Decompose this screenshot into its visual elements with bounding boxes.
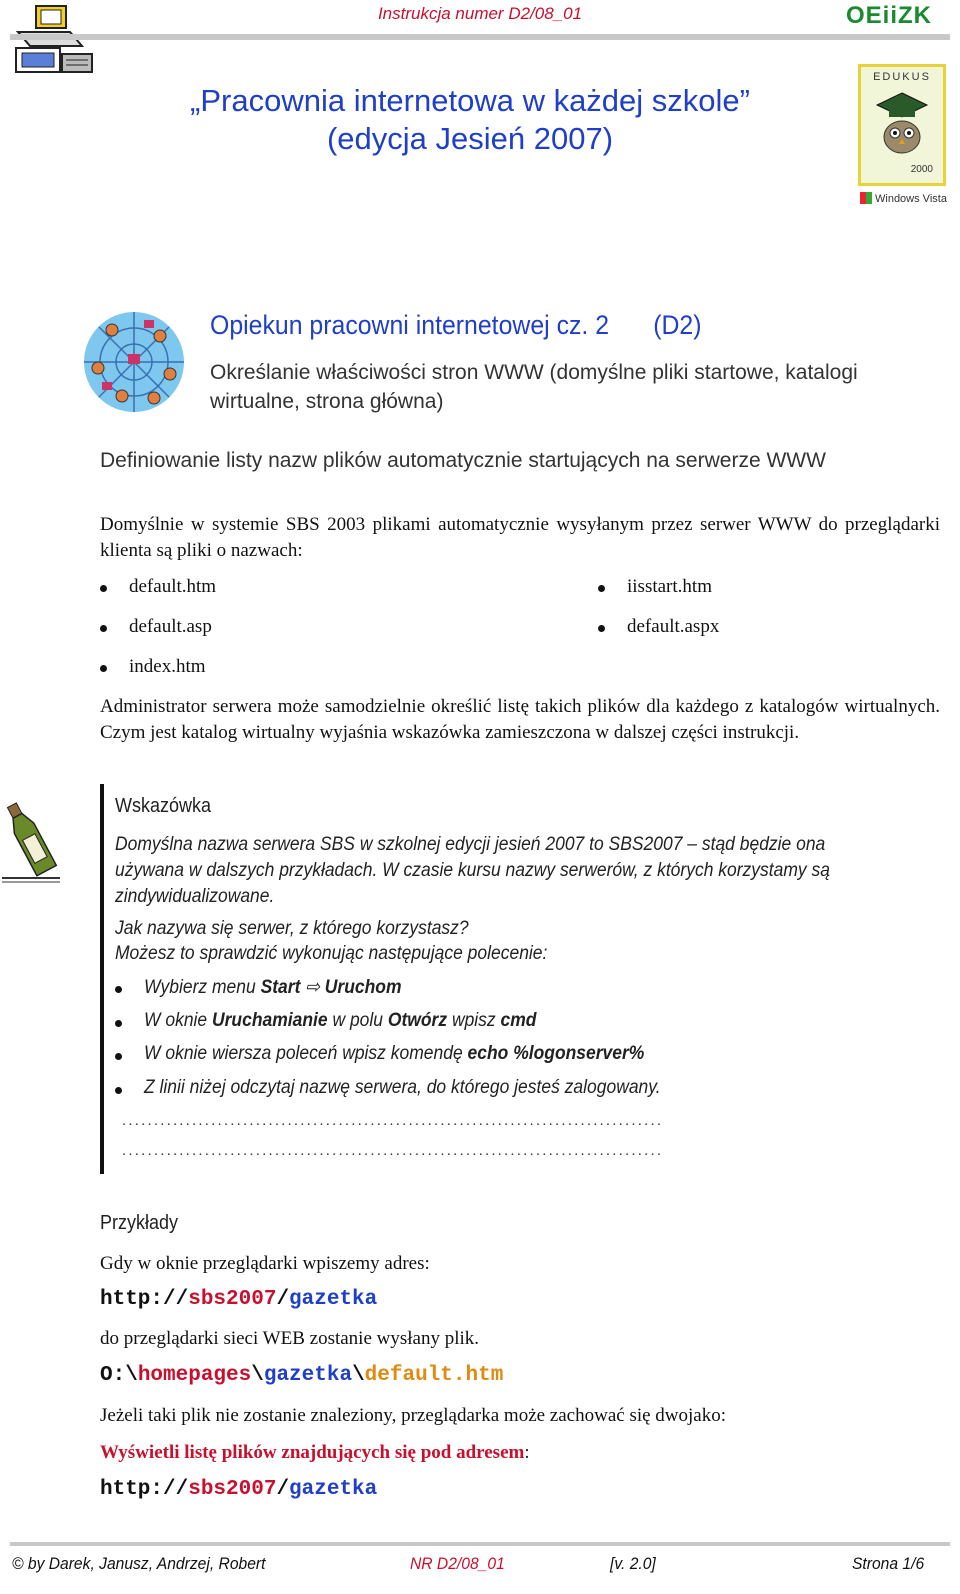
footer-rule bbox=[10, 1542, 950, 1546]
examples-paragraph: do przeglądarki sieci WEB zostanie wysłany plik. bbox=[100, 1328, 480, 1349]
tip-question: Jak nazywa się serwer, z którego korzystasz? bbox=[115, 918, 469, 939]
heading-default-files: Definiowanie listy nazw plików automatycznie startujących na serwerze WWW bbox=[100, 449, 826, 472]
edukus-badge-text: EDUKUS bbox=[873, 71, 931, 83]
bullet-icon bbox=[100, 585, 107, 592]
examples-paragraph: Gdy w oknie przeglądarki wpiszemy adres: bbox=[100, 1253, 430, 1274]
section-title-text: Opiekun pracowni internetowej cz. 2 bbox=[210, 310, 610, 340]
tip-paragraph: Domyślna nazwa serwera SBS w szkolnej edycji jesień 2007 to SBS2007 – stąd będzie ona używana w dalszych przykładach. W czasie kursu nazwy serwerów, z których korzystamy są zindywidualizowane. bbox=[115, 834, 830, 907]
bullet-icon bbox=[115, 1053, 122, 1060]
tip-check: Możesz to sprawdzić wykonując następujące polecenie: bbox=[115, 943, 548, 964]
footer-version: [v. 2.0] bbox=[610, 1554, 656, 1573]
tip-heading: Wskazówka bbox=[115, 795, 212, 817]
main-title bbox=[140, 82, 800, 158]
answer-line: ..................................................................................... bbox=[122, 1142, 664, 1159]
edukus-badge-year: 2000 bbox=[910, 164, 933, 175]
examples-heading: Przykłady bbox=[100, 1212, 179, 1234]
bullet-icon bbox=[100, 665, 107, 672]
examples-paragraph: Jeżeli taki plik nie zostanie znaleziony, przeglądarka może zachować się dwojako: bbox=[100, 1405, 727, 1426]
intro-paragraph: Domyślnie w systemie SBS 2003 plikami automatycznie wysyłanym przez serwer WWW do przeglądarki klienta są pliki o nazwach: bbox=[100, 514, 940, 561]
footer-doc-number: NR D2/08_01 bbox=[410, 1554, 505, 1573]
header-rule bbox=[10, 34, 950, 40]
footer-page: Strona 1/6 bbox=[852, 1554, 925, 1573]
bullet-icon bbox=[100, 625, 107, 632]
file-name: default.htm bbox=[129, 576, 217, 597]
footer-authors: © by Darek, Janusz, Andrzej, Robert bbox=[12, 1554, 266, 1573]
network-globe-icon bbox=[82, 310, 186, 414]
section-code: (D2) bbox=[653, 310, 702, 340]
arrow-right-icon: ⇨ bbox=[300, 977, 325, 998]
tip-sidebar bbox=[100, 784, 104, 1174]
message-bottle-icon bbox=[2, 796, 60, 884]
bullet-icon bbox=[115, 1087, 122, 1094]
vista-label: Windows Vista bbox=[875, 193, 947, 205]
file-name: index.htm bbox=[129, 656, 206, 677]
oeiizk-logo: OEiiZK bbox=[846, 2, 933, 29]
graduation-cap-icon bbox=[875, 91, 929, 157]
bullet-icon bbox=[115, 986, 122, 993]
bullet-icon bbox=[598, 625, 605, 632]
section-subtitle: Określanie właściwości stron WWW (domyślne pliki startowe, katalogi wirtualne, strona główna) bbox=[210, 361, 858, 413]
file-name: default.aspx bbox=[627, 616, 720, 637]
edukus-badge bbox=[858, 64, 946, 186]
main-title-line-2: (edycja Jesień 2007) bbox=[326, 121, 614, 156]
bullet-icon bbox=[115, 1020, 122, 1027]
file-name: iisstart.htm bbox=[627, 576, 712, 597]
url-example: http://sbs2007/gazetka bbox=[100, 1288, 378, 1311]
path-example: O:\homepages\gazetka\default.htm bbox=[100, 1364, 504, 1387]
url-example: http://sbs2007/gazetka bbox=[100, 1478, 378, 1501]
file-name: default.asp bbox=[129, 616, 212, 637]
examples-option: Wyświetli listę plików znajdujących się pod adresem: bbox=[100, 1442, 530, 1463]
section-title bbox=[210, 310, 701, 341]
admin-paragraph: Administrator serwera może samodzielnie określić listę takich plików dla każdego z katalogów wirtualnych. Czym jest katalog wirtualny wyjaśnia wskazówka zamieszczona w dalszej części instrukcji. bbox=[100, 696, 940, 743]
windows-flag-icon bbox=[860, 192, 872, 204]
answer-line: ..................................................................................... bbox=[122, 1112, 664, 1129]
main-title-line-1: „Pracownia internetowa w każdej szkole” bbox=[190, 83, 750, 118]
windows-vista-logo bbox=[860, 192, 947, 205]
document-id: Instrukcja numer D2/08_01 bbox=[377, 4, 583, 23]
bullet-icon bbox=[598, 585, 605, 592]
